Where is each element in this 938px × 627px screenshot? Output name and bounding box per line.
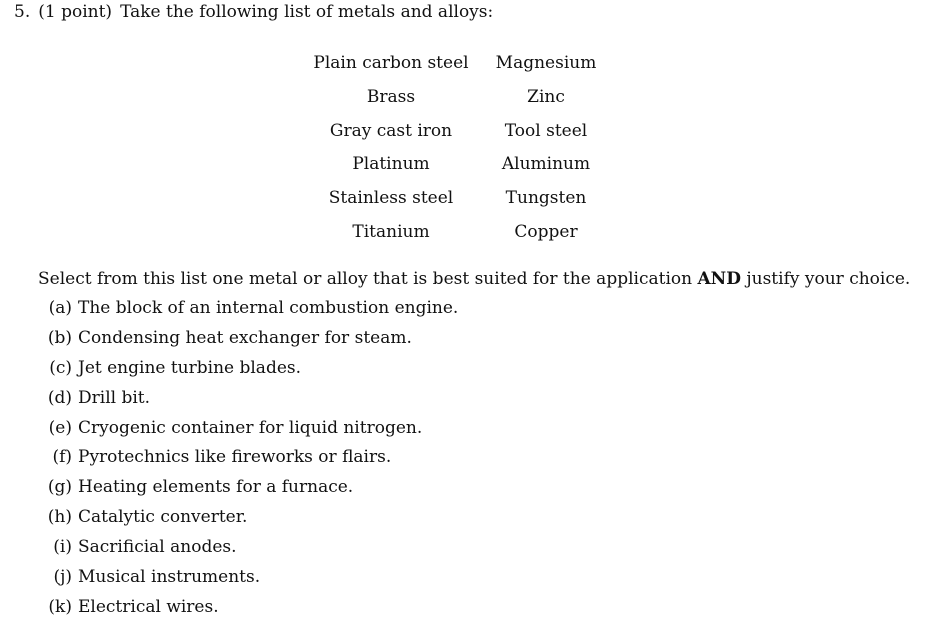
- part-label: (e): [48, 417, 72, 438]
- part-label: (h): [47, 507, 72, 528]
- part-text: Condensing heat exchanger for steam.: [78, 327, 412, 348]
- part-item: [38, 595, 458, 625]
- part-text: Cryogenic container for liquid nitrogen.: [78, 417, 423, 438]
- part-label: (a): [48, 298, 72, 318]
- metal-item: Stainless steel: [328, 188, 454, 209]
- part-text: Jet engine turbine blades.: [78, 357, 302, 378]
- part-text: Heating elements for a furnace.: [78, 477, 354, 498]
- part-label: (d): [47, 387, 72, 408]
- metal-item: Aluminum: [501, 154, 591, 175]
- part-text: The block of an internal combustion engine.: [78, 298, 459, 318]
- part-item: [38, 505, 458, 535]
- part-item: [38, 386, 458, 416]
- part-text: Pyrotechnics like fireworks or flairs.: [78, 447, 392, 468]
- metal-item: Plain carbon steel: [313, 53, 469, 73]
- part-item: [38, 475, 458, 505]
- question-header: [14, 1, 493, 23]
- part-label: (f): [52, 447, 72, 468]
- question-prompt: Take the following list of metals and alloys:: [120, 2, 494, 22]
- part-label: (b): [47, 327, 72, 348]
- part-item: [38, 416, 458, 446]
- question-number: 5.: [14, 2, 31, 22]
- question-points: (1 point): [38, 2, 113, 22]
- part-text: Catalytic converter.: [78, 507, 248, 528]
- part-text: Sacrificial anodes.: [78, 537, 237, 558]
- part-text: Musical instruments.: [78, 567, 261, 588]
- part-item: [38, 535, 458, 565]
- metal-item: Gray cast iron: [329, 120, 453, 141]
- part-item: [38, 565, 458, 595]
- part-label: (c): [49, 357, 72, 378]
- part-item: [38, 356, 458, 386]
- metals-table: [306, 51, 616, 254]
- part-item: [38, 296, 458, 326]
- part-text: Electrical wires.: [78, 596, 219, 617]
- metal-item: Zinc: [527, 86, 565, 107]
- instruction-after: justify your choice.: [746, 269, 911, 289]
- parts-list: [38, 296, 458, 625]
- instruction-emphasis: AND: [697, 269, 741, 289]
- metal-item: Titanium: [352, 221, 430, 242]
- part-text: Drill bit.: [78, 387, 151, 408]
- instruction-text: [38, 268, 910, 290]
- metal-item: Brass: [366, 86, 416, 107]
- part-item: [38, 445, 458, 475]
- metal-item: Magnesium: [495, 53, 597, 73]
- metal-item: Copper: [514, 221, 578, 242]
- metal-item: Tool steel: [504, 120, 588, 141]
- part-item: [38, 326, 458, 356]
- part-label: (g): [47, 477, 72, 498]
- part-label: (j): [53, 567, 72, 588]
- part-label: (i): [53, 537, 72, 558]
- part-label: (k): [48, 596, 72, 617]
- metal-item: Platinum: [352, 154, 430, 175]
- instruction-before: Select from this list one metal or alloy that is best suited for the application: [38, 269, 693, 289]
- metal-item: Tungsten: [505, 188, 587, 209]
